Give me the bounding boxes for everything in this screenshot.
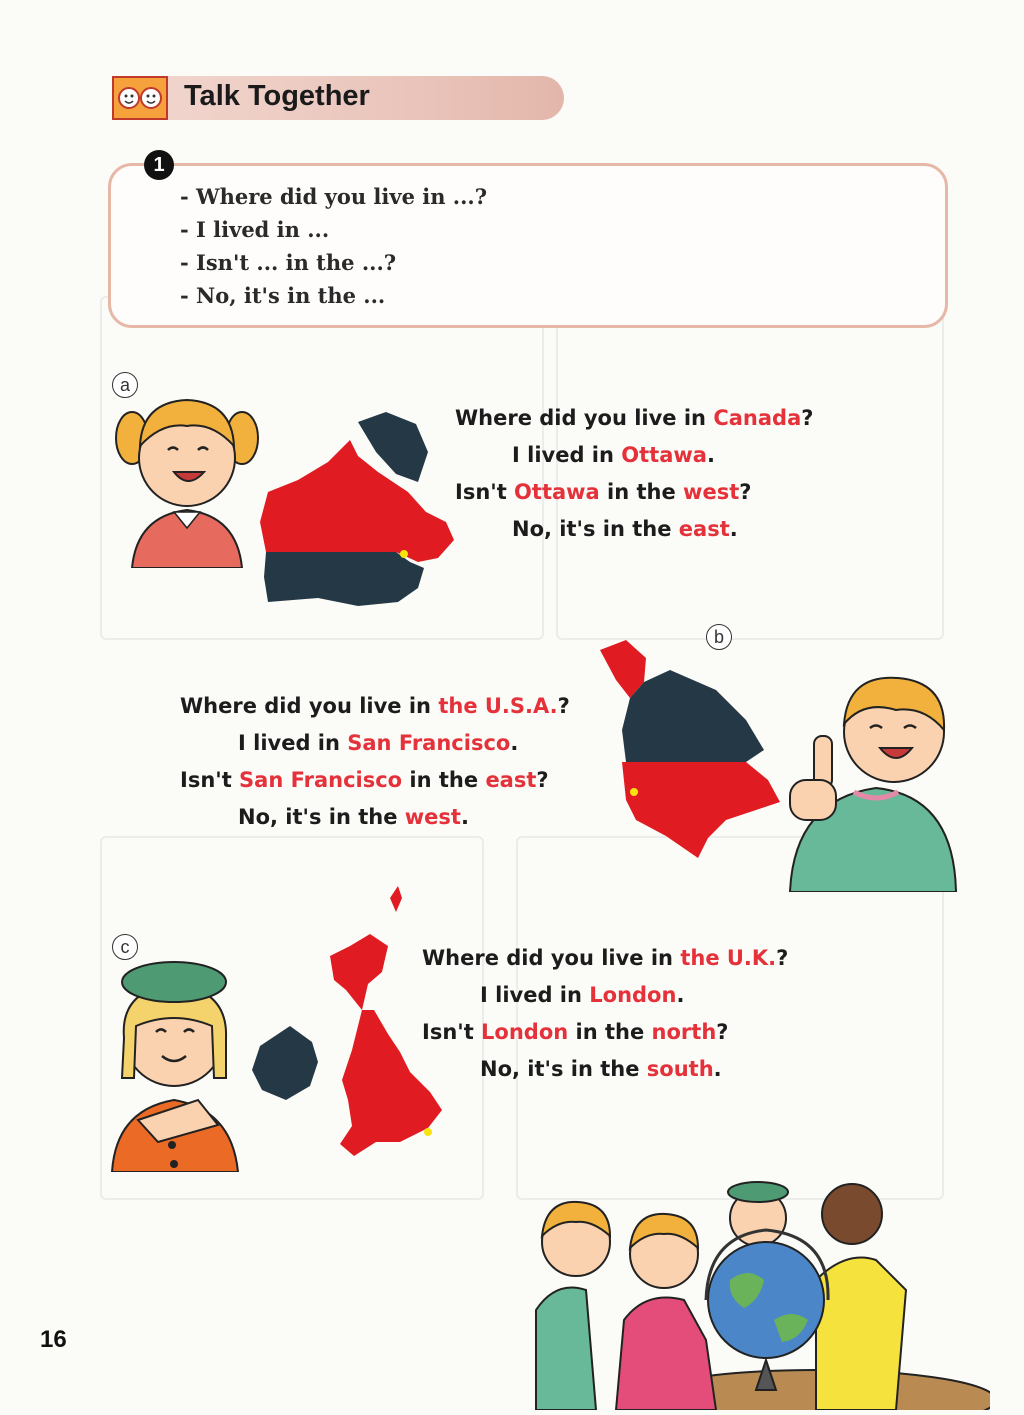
dialogue-b-answer-2: No, it's in the west. — [238, 805, 469, 829]
pattern-line: - Isn't ... in the ...? — [180, 250, 397, 275]
dialogue-a-question-1: Where did you live in Canada? — [455, 406, 814, 430]
pattern-line: - I lived in ... — [180, 217, 330, 242]
dialogue-a-question-2: Isn't Ottawa in the west? — [455, 480, 752, 504]
exercise-number: 1 — [144, 150, 174, 180]
background-panel — [556, 296, 944, 640]
pattern-line: - Where did you live in ...? — [180, 184, 488, 209]
speech-faces-icon — [112, 76, 168, 120]
dialogue-b-answer-1: I lived in San Francisco. — [238, 731, 519, 755]
dialogue-c-answer-1: I lived in London. — [480, 983, 685, 1007]
girl-a-illustration — [112, 388, 262, 568]
dialogue-a-answer-2: No, it's in the east. — [512, 517, 738, 541]
children-globe-illustration — [516, 1170, 990, 1410]
dialogue-c-question-1: Where did you live in the U.K.? — [422, 946, 789, 970]
pattern-line: - No, it's in the ... — [180, 283, 386, 308]
dialogue-letter-a: a — [112, 372, 138, 398]
dialogue-a-answer-1: I lived in Ottawa. — [512, 443, 715, 467]
girl-c-illustration — [108, 960, 242, 1172]
dialogue-b-question-1: Where did you live in the U.S.A.? — [180, 694, 570, 718]
usa-map — [596, 640, 782, 862]
section-title: Talk Together — [184, 80, 370, 112]
boy-b-illustration — [784, 670, 960, 892]
canada-map — [258, 412, 460, 610]
dialogue-c-answer-2: No, it's in the south. — [480, 1057, 722, 1081]
dialogue-b-question-2: Isn't San Francisco in the east? — [180, 768, 549, 792]
dialogue-c-question-2: Isn't London in the north? — [422, 1020, 729, 1044]
dialogue-letter-b: b — [706, 624, 732, 650]
page-number: 16 — [40, 1326, 67, 1353]
dialogue-letter-c: c — [112, 934, 138, 960]
